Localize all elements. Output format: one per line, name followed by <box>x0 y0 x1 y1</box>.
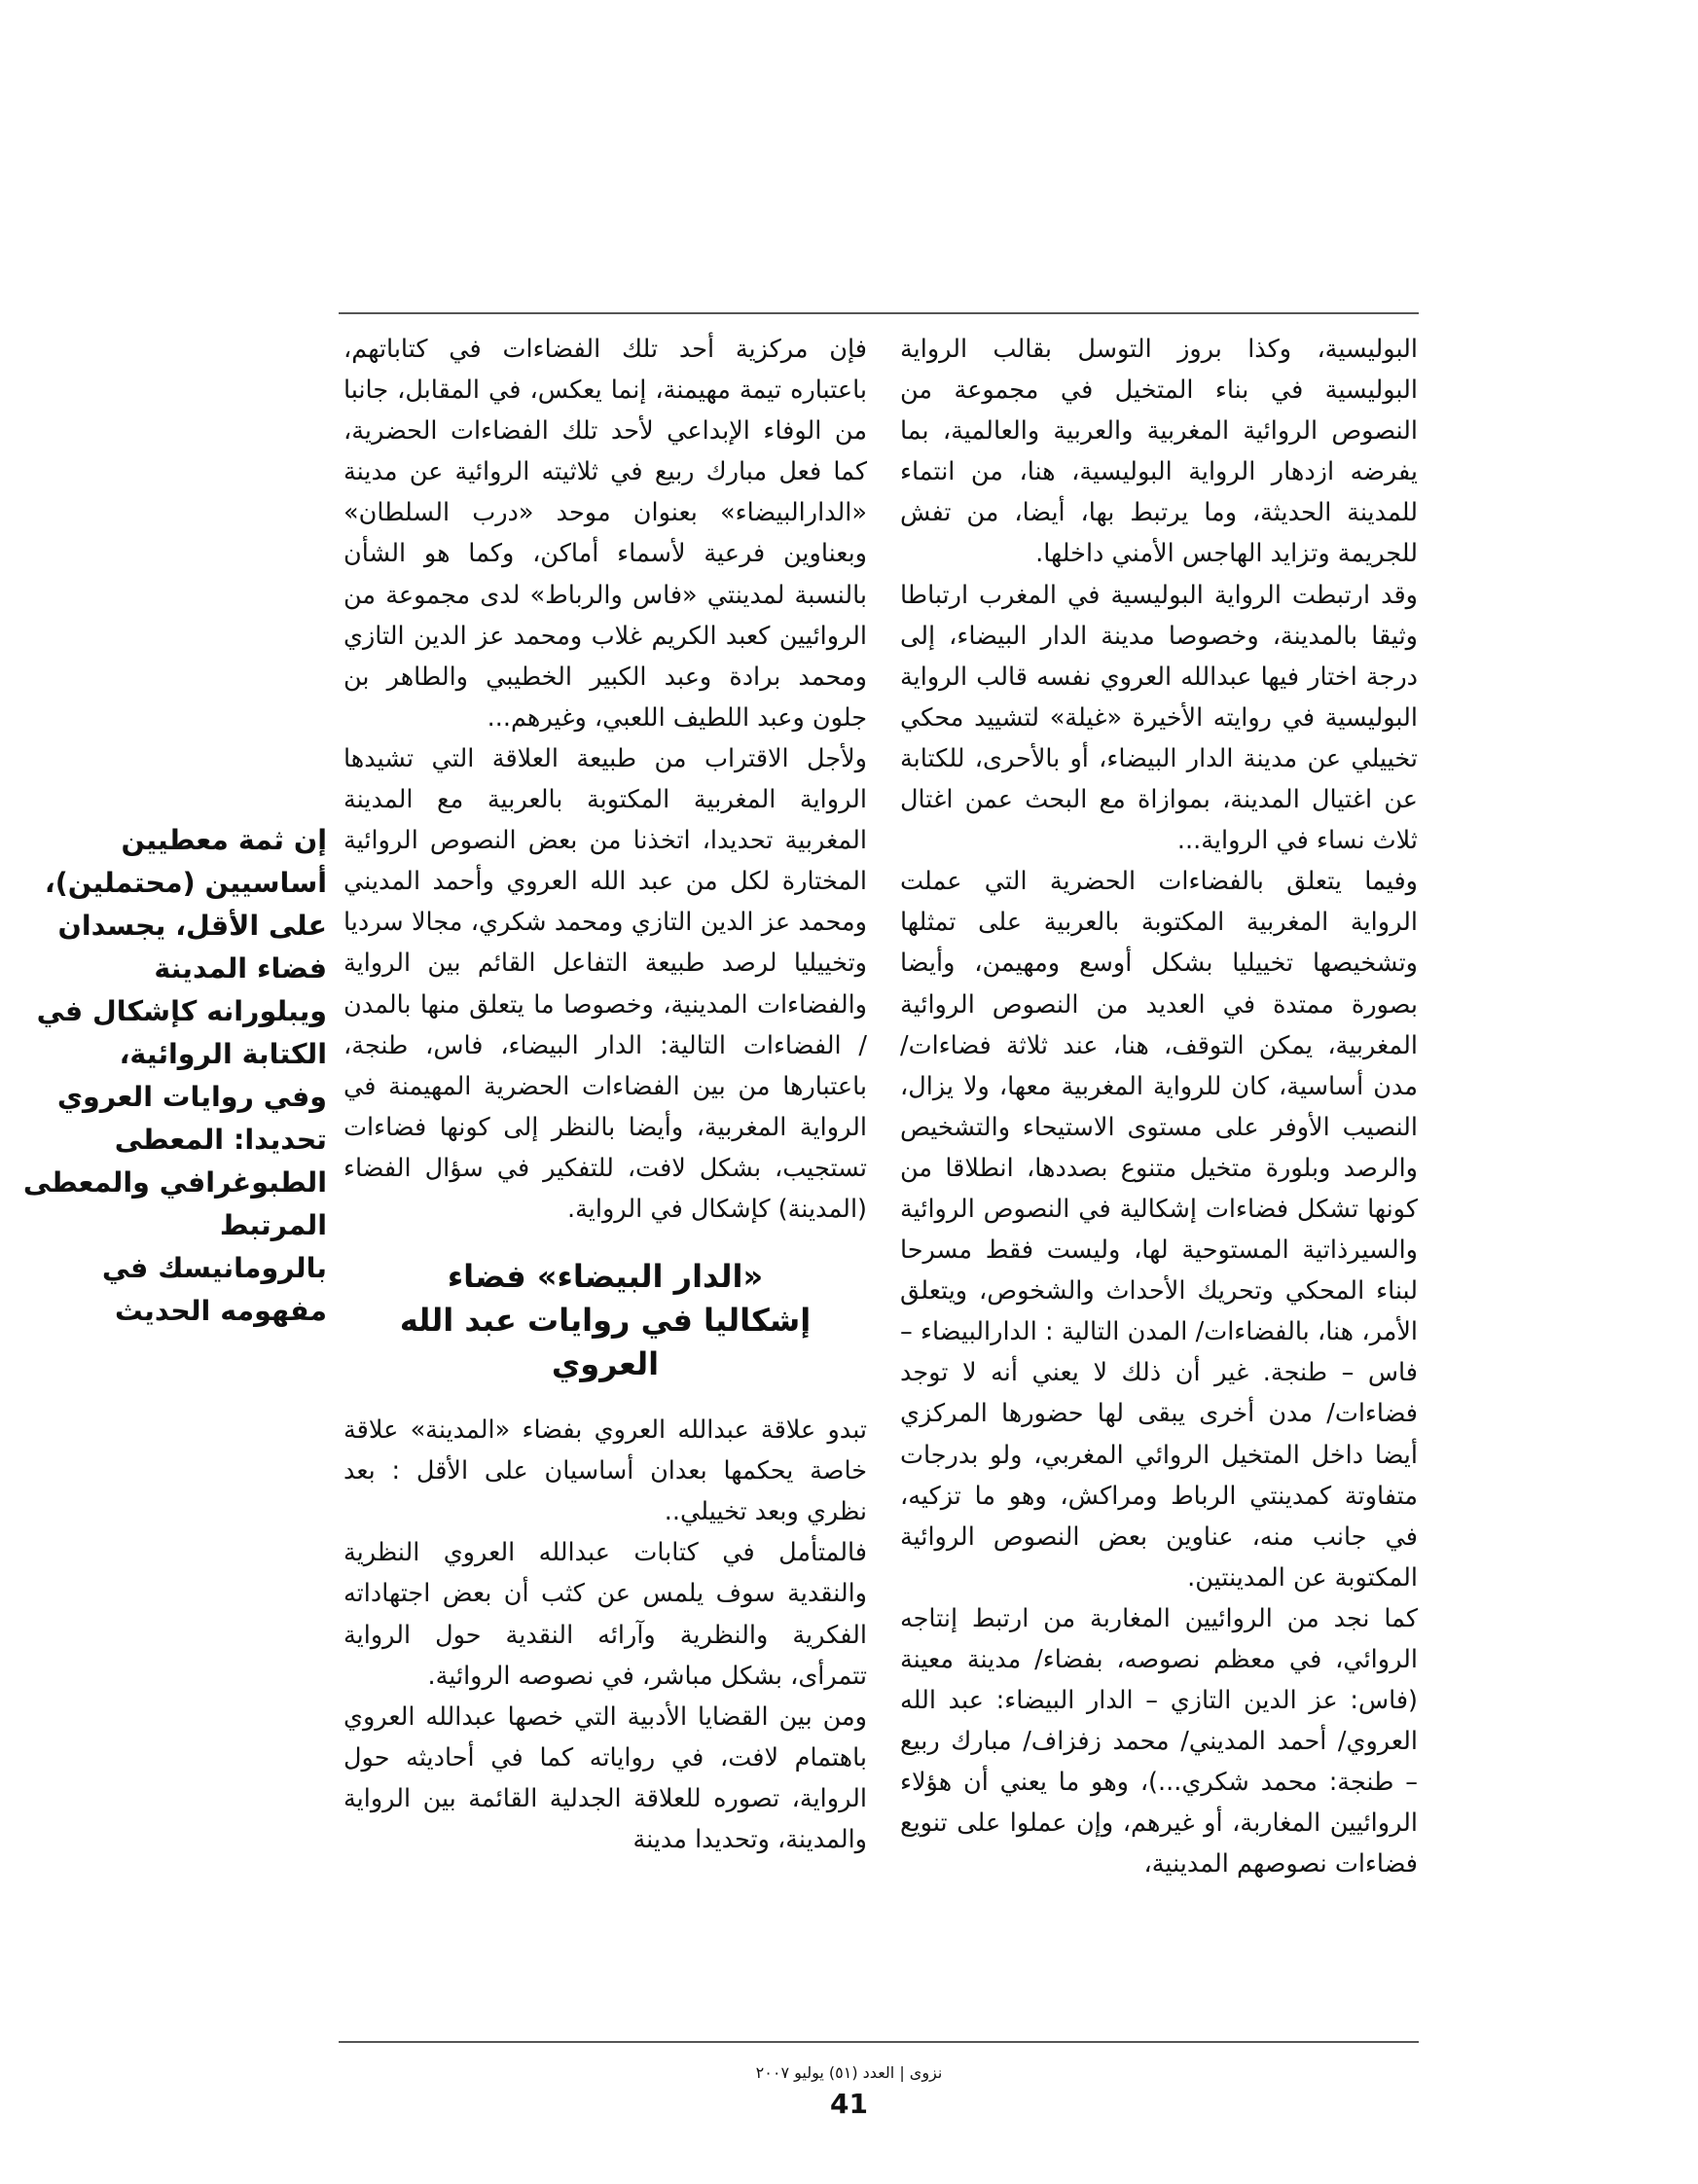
paragraph: فإن مركزية أحد تلك الفضاءات في كتاباتهم، باعتباره تيمة مهيمنة، إنما يعكس، في المقابل، جانبا من الوفاء الإبداعي لأحد تلك الفضاءات الحضرية، كما فعل مبارك ربيع في ثلاثيته الروائية عن مدينة «الدارالبيضاء» بعنوان موحد «درب السلطان» وبعناوين فرعية لأسماء أماكن، وكما هو الشأن بالنسبة لمدينتي «فاس والرباط» لدى مجموعة من الروائيين كعبد الكريم غلاب ومحمد عز الدين التازي ومحمد برادة وعبد الكبير الخطيبي والطاهر بن جلون وعبد اللطيف اللعبي، وغيرهم... <box>343 335 867 733</box>
paragraph: كما نجد من الروائيين المغاربة من ارتبط إنتاجه الروائي، في معظم نصوصه، بفضاء/ مدينة معينة (فاس: عز الدين التازي – الدار البيضاء: عبد الله العروي/ أحمد المديني/ محمد زفزاف/ مبارك ربيع – طنجة: محمد شكري...)، وهو ما يعني أن هؤلاء الروائيين المغاربة، أو غيرهم، وإن عملوا على تنويع فضاءات نصوصهم المدينية، <box>900 1603 1418 1880</box>
pull-quote-line: مفهومه الحديث <box>114 1295 327 1327</box>
middle-text-column <box>343 329 867 1860</box>
pull-quote-line: الطبوغرافي والمعطى <box>22 1166 327 1199</box>
page-number: 41 <box>830 2088 868 2120</box>
pull-quote-line: المرتبط <box>219 1209 327 1241</box>
pull-quote-line: على الأقل، يجسدان <box>57 910 327 942</box>
pull-quote-line: أساسيين (محتملين)، <box>44 867 327 899</box>
paragraph: ولأجل الاقتراب من طبيعة العلاقة التي تشيدها الرواية المغربية المكتوبة بالعربية مع المدينة المغربية تحديدا، اتخذنا من بعض النصوص الروائية المختارة لكل من عبد الله العروي وأحمد المديني ومحمد عز الدين التازي ومحمد شكري، مجالا سرديا وتخييليا لرصد طبيعة التفاعل القائم بين الرواية والفضاءات المدينية، وخصوصا ما يتعلق منها بالمدن / الفضاءات التالية: الدار البيضاء، فاس، طنجة، باعتبارها من بين الفضاءات الحضرية المهيمنة في الرواية المغربية، وأيضا بالنظر إلى كونها فضاءات تستجيب، بشكل لافت، للتفكير في سؤال الفضاء (المدينة) كإشكال في الرواية. <box>343 743 867 1224</box>
pull-quote-line: تحديدا: المعطى <box>114 1124 327 1156</box>
section-heading-line: «الدار البيضاء» فضاء <box>447 1258 764 1296</box>
issue-line: نزوى | العدد (٥١) يوليو ٢٠٠٧ <box>755 2063 943 2082</box>
paragraph: فالمتأمل في كتابات عبدالله العروي النظرية والنقدية سوف يلمس عن كثب أن بعض اجتهاداته الفكرية والنظرية وآرائه النقدية حول الرواية تتمرأى، بشكل مباشر، في نصوصه الروائية. <box>343 1538 867 1691</box>
paragraph: البوليسية، وكذا بروز التوسل بقالب الرواية البوليسية في بناء المتخيل في مجموعة من النصوص الروائية المغربية والعربية والعالمية، بما يفرضه ازدهار الرواية البوليسية، هنا، من انتماء للمدينة الحديثة، وما يرتبط بها، أيضا، من تفش للجريمة وتزايد الهاجس الأمني داخلها. <box>900 335 1418 569</box>
pull-quote-line: وفي روايات العروي <box>56 1081 327 1113</box>
right-text-column <box>900 329 1418 1885</box>
pull-quote-line: إن ثمة معطيين <box>121 824 327 856</box>
paragraph: ومن بين القضايا الأدبية التي خصها عبدالله العروي باهتمام لافت، في رواياته كما في أحاديثه حول الرواية، تصوره للعلاقة الجدلية القائمة بين الرواية والمدينة، وتحديدا مدينة <box>343 1701 867 1854</box>
pull-quote-line: ويبلورانه كإشكال في <box>36 995 327 1027</box>
pull-quote <box>22 819 327 1333</box>
paragraph: تبدو علاقة عبدالله العروي بفضاء «المدينة» علاقة خاصة يحكمها بعدان أساسيان على الأقل : بعد نظري وبعد تخييلي.. <box>343 1415 867 1527</box>
bottom-divider <box>339 2041 1419 2043</box>
paragraph: وقد ارتبطت الرواية البوليسية في المغرب ارتباطا وثيقا بالمدينة، وخصوصا مدينة الدار البيضاء، إلى درجة اختار فيها عبدالله العروي نفسه قالب الرواية البوليسية في روايته الأخيرة «غيلة» لتشييد محكي تخييلي عن مدينة الدار البيضاء، أو بالأحرى، للكتابة عن اغتيال المدينة، بموازاة مع البحث عمن اغتال ثلاث نساء في الرواية... <box>900 580 1418 856</box>
paragraph: وفيما يتعلق بالفضاءات الحضرية التي عملت الرواية المغربية المكتوبة بالعربية على تمثلها وتشخيصها تخييليا بشكل أوسع ومهيمن، وأيضا بصورة ممتدة في العديد من النصوص الروائية المغربية، يمكن التوقف، هنا، عند ثلاثة فضاءات/ مدن أساسية، كان للرواية المغربية معها، ولا يزال، النصيب الأوفر على مستوى الاستيحاء والتشخيص والرصد وبلورة متخيل متنوع بصددها، انطلاقا من كونها تشكل فضاءات إشكالية في النصوص الروائية والسيرذاتية المستوحية لها، وليست فقط مسرحا لبناء المحكي وتحريك الأحداث والشخوص، ويتعلق الأمر، هنا، بالفضاءات/ المدن التالية : الدارالبيضاء – فاس – طنجة. غير أن ذلك لا يعني أنه لا توجد فضاءات/ مدن أخرى يبقى لها حضورها المركزي أيضا داخل المتخيل الروائي المغربي، ولو بدرجات متفاوتة كمدينتي الرباط ومراكش، وهو ما تزكيه، في جانب منه، عناوين بعض النصوص الروائية المكتوبة عن المدينتين. <box>900 867 1418 1593</box>
pull-quote-line: بالرومانيسك في <box>101 1252 327 1284</box>
top-divider <box>339 312 1419 314</box>
pull-quote-line: فضاء المدينة <box>154 952 327 985</box>
section-heading-line: إشكاليا في روايات عبد الله العروي <box>399 1302 812 1383</box>
pull-quote-line: الكتابة الروائية، <box>119 1038 327 1070</box>
section-heading <box>343 1255 867 1386</box>
